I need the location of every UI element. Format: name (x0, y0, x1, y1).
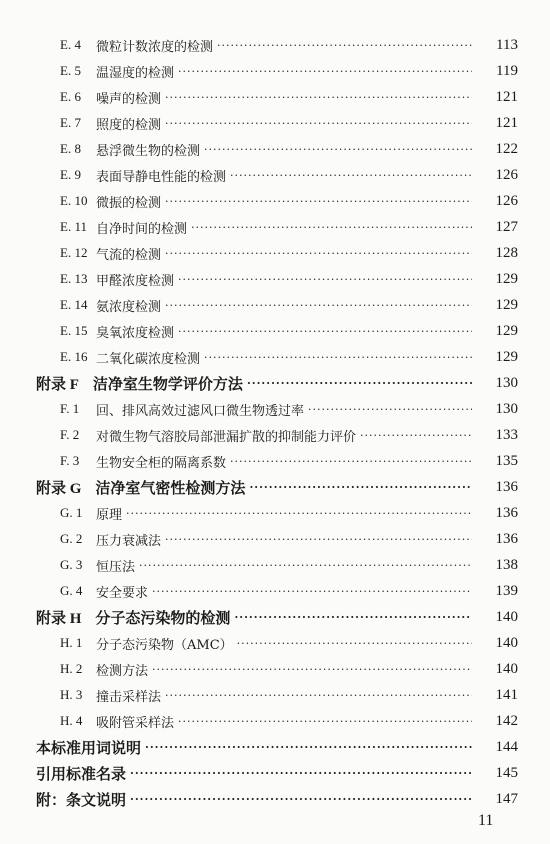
toc-entry-page: 144 (495, 738, 518, 755)
toc-entry (0, 604, 550, 630)
toc-entry-number: E. 4 (60, 37, 81, 52)
toc-entry-page: 141 (495, 686, 518, 703)
toc-entry (0, 162, 550, 188)
toc-entry-number: G. 2 (60, 531, 83, 546)
toc-entry (0, 318, 550, 344)
toc-entry-title: 氨浓度检测 (96, 299, 162, 315)
dot-leader (249, 481, 472, 494)
toc-entry-page: 126 (495, 192, 518, 209)
toc-entry (0, 734, 550, 760)
dot-leader (204, 351, 472, 364)
toc-entry (0, 32, 550, 58)
dot-leader (178, 325, 472, 338)
toc-entry-title: 表面导静电性能的检测 (96, 169, 227, 185)
toc-entry-page: 138 (495, 556, 518, 573)
toc-entry-number: F. 3 (60, 453, 80, 468)
toc-entry-number: E. 16 (60, 349, 88, 364)
toc-entry (0, 630, 550, 656)
dot-leader (165, 91, 472, 104)
toc-entry-page: 129 (495, 348, 518, 365)
toc-entry-number: H. 3 (60, 687, 83, 702)
toc-entry-number: H. 4 (60, 713, 83, 728)
toc-entry-title: 分子态污染物的检测 (95, 608, 231, 627)
toc-entry-number: E. 5 (60, 63, 81, 78)
dot-leader (152, 663, 472, 676)
toc-entry-number: 附录 F (36, 376, 79, 393)
toc-entry-title: 自净时间的检测 (96, 221, 188, 237)
toc-entry-page: 140 (495, 660, 518, 677)
toc-entry-page: 126 (495, 166, 518, 183)
toc-entry-number: E. 10 (60, 193, 88, 208)
dot-leader (165, 533, 472, 546)
page-number: 11 (478, 812, 494, 829)
table-of-contents (0, 32, 550, 812)
toc-entry-page: 133 (495, 426, 518, 443)
toc-entry-page: 113 (496, 36, 518, 53)
toc-entry-number: E. 14 (60, 297, 88, 312)
toc-entry-number: E. 11 (60, 219, 87, 234)
toc-entry-number: 附录 H (36, 610, 82, 627)
toc-entry-title: 引用标准名录 (36, 764, 127, 783)
toc-entry (0, 214, 550, 240)
toc-entry (0, 760, 550, 786)
toc-entry-page: 128 (495, 244, 518, 261)
toc-entry-number: H. 1 (60, 635, 83, 650)
dot-leader (217, 39, 472, 52)
dot-leader (237, 637, 472, 650)
dot-leader (165, 299, 472, 312)
toc-entry-number: E. 13 (60, 271, 88, 286)
toc-entry (0, 552, 550, 578)
toc-entry (0, 136, 550, 162)
dot-leader (165, 247, 472, 260)
dot-leader (165, 195, 472, 208)
toc-entry (0, 84, 550, 110)
toc-entry-number: H. 2 (60, 661, 83, 676)
toc-entry (0, 708, 550, 734)
toc-entry-number: E. 8 (60, 141, 81, 156)
toc-entry-page: 127 (495, 218, 518, 235)
toc-entry-page: 135 (495, 452, 518, 469)
toc-entry (0, 526, 550, 552)
toc-entry (0, 500, 550, 526)
toc-entry (0, 110, 550, 136)
toc-entry-title: 臭氧浓度检测 (96, 325, 175, 341)
dot-leader (152, 585, 472, 598)
toc-entry-number: E. 9 (60, 167, 81, 182)
toc-entry-title: 压力衰减法 (96, 533, 162, 549)
toc-entry (0, 344, 550, 370)
toc-entry-title: 分子态污染物（AMC） (96, 637, 233, 653)
toc-entry-title: 洁净室气密性检测方法 (95, 478, 246, 497)
toc-entry (0, 240, 550, 266)
toc-entry-title: 附：条文说明 (36, 790, 127, 809)
toc-entry (0, 786, 550, 812)
dot-leader (130, 767, 472, 780)
toc-entry-page: 140 (495, 634, 518, 651)
toc-entry-number: G. 3 (60, 557, 83, 572)
dot-leader (230, 169, 472, 182)
toc-entry (0, 266, 550, 292)
toc-entry-title: 吸附管采样法 (96, 715, 175, 731)
dot-leader (247, 377, 472, 390)
toc-entry-title: 甲醛浓度检测 (96, 273, 175, 289)
toc-entry-number: G. 1 (60, 505, 83, 520)
toc-entry-number: F. 1 (60, 401, 80, 416)
toc-entry-title: 洁净室生物学评价方法 (92, 374, 243, 393)
toc-entry-title: 温湿度的检测 (96, 65, 175, 81)
toc-entry (0, 448, 550, 474)
toc-entry-page: 139 (495, 582, 518, 599)
toc-entry (0, 370, 550, 396)
dot-leader (145, 741, 472, 754)
toc-entry-title: 二氧化碳浓度检测 (96, 351, 201, 367)
dot-leader (234, 611, 472, 624)
dot-leader (165, 117, 472, 130)
toc-entry-number: F. 2 (60, 427, 80, 442)
toc-entry-page: 129 (495, 270, 518, 287)
toc-entry-title: 检测方法 (96, 663, 149, 679)
toc-entry-page: 130 (495, 400, 518, 417)
toc-entry-title: 本标准用词说明 (36, 738, 142, 757)
toc-entry-page: 121 (495, 114, 518, 131)
toc-entry-title: 照度的检测 (96, 117, 162, 133)
toc-entry-title: 原理 (96, 507, 123, 523)
toc-entry-title: 生物安全柜的隔离系数 (96, 455, 227, 471)
toc-entry-number: E. 7 (60, 115, 81, 130)
toc-entry-page: 129 (495, 296, 518, 313)
toc-entry-page: 119 (496, 62, 518, 79)
toc-entry-title: 回、排风高效过滤风口微生物透过率 (96, 403, 305, 419)
toc-entry-page: 136 (495, 504, 518, 521)
toc-entry-number: 附录 G (36, 480, 82, 497)
toc-entry-page: 140 (495, 608, 518, 625)
toc-entry (0, 656, 550, 682)
dot-leader (139, 559, 472, 572)
toc-entry-title: 悬浮微生物的检测 (96, 143, 201, 159)
toc-entry (0, 292, 550, 318)
toc-entry-title: 安全要求 (96, 585, 149, 601)
dot-leader (165, 689, 472, 702)
dot-leader (178, 715, 472, 728)
toc-entry-title: 噪声的检测 (96, 91, 162, 107)
toc-entry-page: 136 (495, 478, 518, 495)
dot-leader (191, 221, 472, 234)
dot-leader (178, 65, 472, 78)
toc-entry-title: 气流的检测 (96, 247, 162, 263)
toc-entry-title: 微振的检测 (96, 195, 162, 211)
toc-entry (0, 422, 550, 448)
toc-entry-page: 130 (495, 374, 518, 391)
toc-entry-page: 129 (495, 322, 518, 339)
toc-entry-title: 对微生物气溶胶局部泄漏扩散的抑制能力评价 (96, 429, 357, 445)
toc-entry-page: 122 (495, 140, 518, 157)
toc-entry-number: E. 6 (60, 89, 81, 104)
toc-entry (0, 58, 550, 84)
toc-entry-page: 145 (495, 764, 518, 781)
dot-leader (360, 429, 472, 442)
toc-entry-number: E. 15 (60, 323, 88, 338)
toc-entry-page: 136 (495, 530, 518, 547)
toc-entry-title: 撞击采样法 (96, 689, 162, 705)
toc-entry-page: 121 (495, 88, 518, 105)
dot-leader (204, 143, 472, 156)
toc-entry (0, 188, 550, 214)
toc-entry-number: E. 12 (60, 245, 88, 260)
toc-entry (0, 682, 550, 708)
toc-entry-title: 微粒计数浓度的检测 (96, 39, 214, 55)
toc-entry (0, 578, 550, 604)
toc-entry-title: 恒压法 (96, 559, 136, 575)
toc-entry-page: 147 (495, 790, 518, 807)
dot-leader (130, 793, 472, 806)
toc-entry (0, 396, 550, 422)
dot-leader (178, 273, 472, 286)
toc-entry-number: G. 4 (60, 583, 83, 598)
toc-entry (0, 474, 550, 500)
dot-leader (308, 403, 472, 416)
dot-leader (126, 507, 472, 520)
toc-entry-page: 142 (495, 712, 518, 729)
dot-leader (230, 455, 472, 468)
